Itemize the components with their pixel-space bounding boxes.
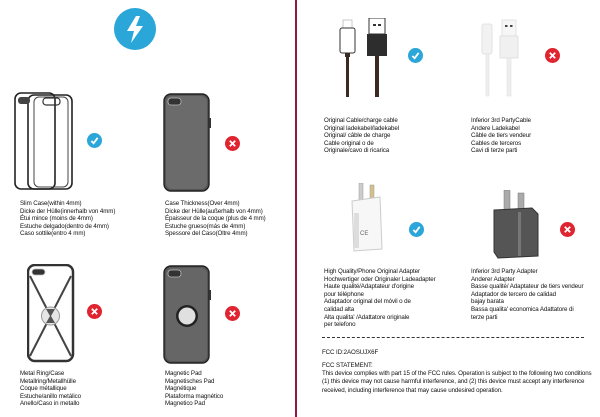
lightning-bolt-icon [114, 8, 156, 50]
dashed-separator [322, 337, 584, 338]
original-adapter-illustration [350, 183, 386, 258]
check-icon [409, 222, 424, 237]
magnetic-pad-illustration [163, 265, 213, 370]
check-icon [87, 133, 102, 148]
third-party-cable-text: Inferior 3rd PartyCable Andere Ladekabel Câble de tiers vendeur Cables de terceros Cavi di terze parti [471, 117, 532, 155]
cross-icon [560, 222, 575, 237]
fcc-statement-title: FCC STATEMENT: [322, 362, 373, 369]
cross-icon [225, 306, 240, 321]
metal-ring-text: Metal Ring/Case Metallring/Metallhülle Coque métallique Estuche/anillo metálico Anello/Caso in metallo [20, 370, 81, 408]
svg-text:CE: CE [360, 231, 369, 237]
thick-case-illustration [163, 93, 213, 198]
fcc-id: FCC ID:2AOSUJX6F [322, 349, 379, 356]
original-cable-text: Original Cable/charge cable Original ladekabel/ladekabel Original/ câble de charge Cable original o de Originale/cavo di ricarica [324, 117, 399, 155]
third-party-cable-illustration [480, 18, 520, 103]
original-adapter-text: High Quality/Phone Original Adapter Hochwertiger oder Originaler Ladeadapter Haute qualité/Adaptateur d'origine pour téléphone Adaptador original del móvil o de calidad alta Alta qualita' /Adattatore originale per telefono [324, 268, 436, 329]
slim-case-illustration [14, 92, 76, 197]
magnetic-pad-text: Magnetic Pad Magnetisches Pad Magnétique Plataforma magnético Magnetico Pad [165, 370, 224, 408]
slim-case-text: Slim Case(within 4mm) Dicke der Hülle(innerhalb von 4mm) Étui mince (moins de 4mm) Estuche delgado(dentro de 4mm) Caso sottile(entro 4 mm) [20, 200, 116, 238]
check-icon [408, 48, 423, 63]
third-party-adapter-illustration [492, 190, 540, 265]
cross-icon [545, 48, 560, 63]
fcc-statement: This device complies with part 15 of the FCC rules. Operation is subject to the following two conditions (1) this device may not cause harmful interference, and (2) this device must accept any interference received, including interference that may cause undesired operation. [322, 370, 592, 394]
cross-icon [225, 136, 240, 151]
cross-icon [87, 304, 102, 319]
page-divider [295, 0, 297, 417]
third-party-adapter-text: Inferior 3rd Party Adapter Anderer Adapter Basse qualité/ Adaptateur de tiers vendeur Adaptador de tercero de calidad bajay barata Bassa qualita' economica Adattatore di terze parti [471, 268, 584, 321]
thick-case-text: Case Thickness(Over 4mm) Dicke der Hülle(außerhalb von 4mm) Épaisseur de la coque (plus de 4 mm) Estuche grueso(más de 4mm) Spessore del Caso(Oltre 4mm) [165, 200, 266, 238]
original-cable-illustration [338, 18, 388, 103]
metal-ring-illustration [27, 264, 75, 369]
